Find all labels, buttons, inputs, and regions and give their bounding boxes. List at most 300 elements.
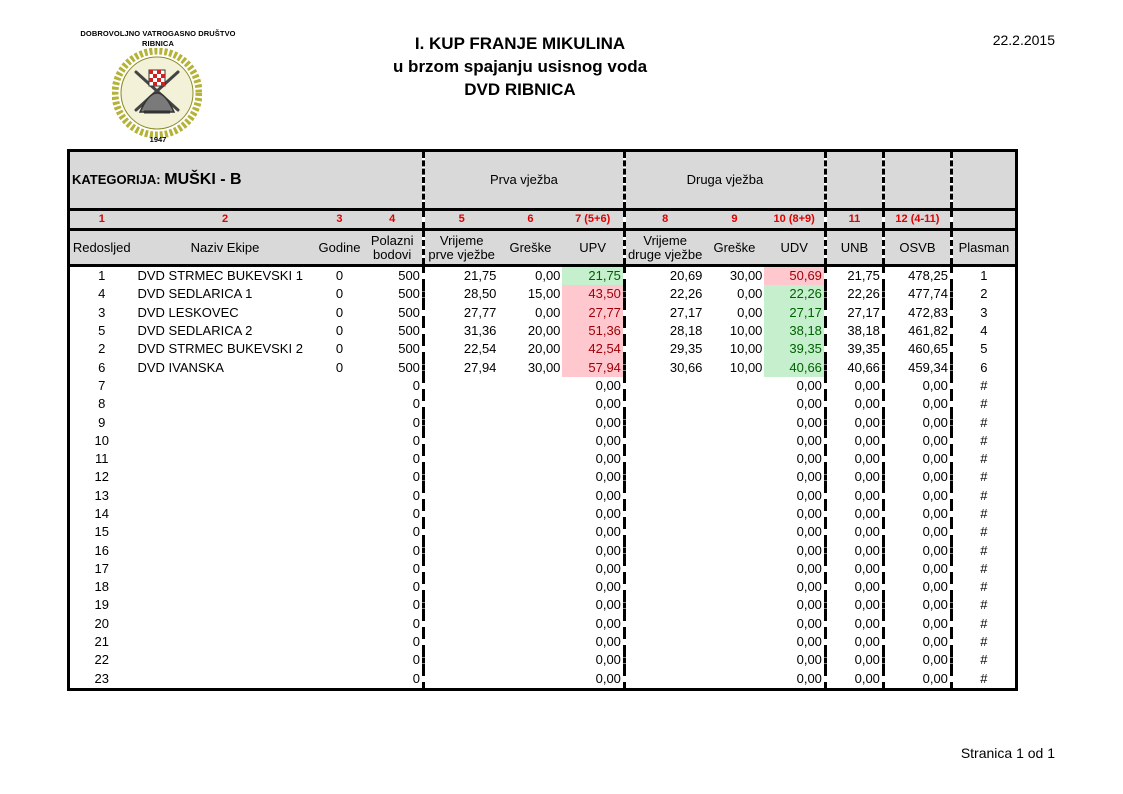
cell-unb: 40,66 [825, 358, 883, 376]
cell-osvb: 0,00 [883, 413, 951, 431]
cell-naziv-ekipe [134, 578, 317, 596]
cell-greske-prve: 30,00 [527, 359, 561, 375]
cell-naziv-ekipe: DVD STRMEC BUKEVSKI 2 [137, 341, 303, 357]
cell-godine: 0 [335, 341, 344, 357]
cell-vrijeme-prve [423, 596, 498, 614]
cell-polazni-bodovi: 0 [362, 468, 423, 486]
column-number-greske-prve: 6 [498, 210, 562, 230]
cell-plasman: 6 [980, 359, 988, 375]
cell-osvb: 0,00 [883, 450, 951, 468]
cell-greske-druge [704, 560, 764, 578]
cell-upv: 0,00 [562, 596, 624, 614]
cell-naziv-ekipe [134, 523, 317, 541]
cell-naziv-ekipe [134, 468, 317, 486]
cell-naziv-ekipe [134, 651, 317, 669]
cell-vrijeme-prve [423, 633, 498, 651]
cell-naziv-ekipe: DVD LESKOVEC [137, 304, 239, 320]
cell-upv: 0,00 [562, 432, 624, 450]
cell-naziv-ekipe [134, 377, 317, 395]
cell-vrijeme-druge [624, 541, 704, 559]
cell-godine: 0 [335, 304, 344, 320]
cell-udv: 0,00 [764, 596, 825, 614]
cell-greske-prve [498, 450, 562, 468]
cell-plasman: 1 [980, 268, 988, 284]
cell-polazni-bodovi: 0 [362, 651, 423, 669]
category-cell [69, 151, 424, 210]
cell-redosljed: 7 [98, 377, 106, 393]
cell-polazni-bodovi: 0 [362, 487, 423, 505]
cell-plasman: # [980, 396, 988, 412]
column-number-redosljed: 1 [69, 210, 134, 230]
cell-redosljed: 12 [94, 469, 109, 485]
cell-plasman: # [980, 432, 988, 448]
cell-udv: 0,00 [764, 541, 825, 559]
cell-vrijeme-prve: 31,36 [463, 323, 497, 339]
cell-plasman: # [980, 597, 988, 613]
cell-plasman: # [980, 487, 988, 503]
cell-vrijeme-prve [423, 578, 498, 596]
cell-greske-prve: 15,00 [527, 286, 561, 302]
cell-redosljed: 5 [98, 323, 106, 339]
column-number-udv: 10 (8+9) [764, 210, 825, 230]
cell-osvb: 0,00 [883, 560, 951, 578]
cell-greske-prve [498, 505, 562, 523]
cell-vrijeme-prve [423, 560, 498, 578]
cell-vrijeme-prve [423, 487, 498, 505]
cell-upv: 0,00 [562, 541, 624, 559]
cell-naziv-ekipe [134, 596, 317, 614]
cell-plasman: # [980, 524, 988, 540]
cell-naziv-ekipe: DVD SEDLARICA 1 [137, 286, 253, 302]
cell-polazni-bodovi: 500 [362, 358, 423, 376]
cell-osvb: 0,00 [883, 487, 951, 505]
table-row [69, 395, 1017, 413]
cell-vrijeme-prve [423, 651, 498, 669]
results-table [67, 149, 1018, 691]
table-row [69, 450, 1017, 468]
cell-godine [317, 505, 363, 523]
cell-upv: 0,00 [562, 377, 624, 395]
cell-osvb: 0,00 [883, 523, 951, 541]
cell-greske-druge [704, 541, 764, 559]
table-row [69, 633, 1017, 651]
cell-polazni-bodovi: 500 [362, 304, 423, 322]
table-row [69, 322, 1017, 340]
cell-udv: 0,00 [764, 505, 825, 523]
cell-udv: 50,69 [764, 266, 825, 286]
cell-udv: 0,00 [764, 670, 825, 690]
cell-greske-druge [704, 578, 764, 596]
cell-redosljed: 23 [94, 670, 109, 686]
column-header-upv: UPV [562, 230, 624, 266]
group-first-exercise: Prva vježba [423, 151, 624, 210]
cell-polazni-bodovi: 500 [362, 340, 423, 358]
column-header-greske-druge: Greške [704, 230, 764, 266]
cell-plasman: # [980, 652, 988, 668]
cell-greske-druge [704, 615, 764, 633]
table-row [69, 285, 1017, 303]
table-row [69, 266, 1017, 286]
cell-godine: 0 [335, 359, 344, 375]
cell-unb: 0,00 [825, 413, 883, 431]
cell-vrijeme-druge [624, 377, 704, 395]
cell-unb: 0,00 [825, 541, 883, 559]
cell-polazni-bodovi: 0 [362, 432, 423, 450]
cell-greske-prve [498, 413, 562, 431]
cell-redosljed: 17 [94, 560, 109, 576]
cell-upv: 0,00 [562, 560, 624, 578]
cell-greske-druge: 10,00 [729, 359, 763, 375]
cell-greske-druge [704, 413, 764, 431]
column-number-vrijeme-prve: 5 [423, 210, 498, 230]
cell-vrijeme-druge [624, 450, 704, 468]
cell-udv: 27,17 [764, 304, 825, 322]
cell-upv: 43,50 [562, 285, 624, 303]
column-header-naziv-ekipe: Naziv Ekipe [134, 230, 317, 266]
cell-osvb: 0,00 [883, 596, 951, 614]
cell-greske-druge: 10,00 [729, 323, 763, 339]
document-date: 22.2.2015 [992, 32, 1055, 48]
cell-udv: 0,00 [764, 523, 825, 541]
cell-upv: 57,94 [562, 358, 624, 376]
cell-plasman: # [980, 377, 988, 393]
cell-greske-druge [704, 523, 764, 541]
table-row [69, 560, 1017, 578]
column-header-plasman: Plasman [951, 230, 1016, 266]
cell-upv: 0,00 [562, 395, 624, 413]
cell-plasman: # [980, 451, 988, 467]
cell-unb: 0,00 [825, 651, 883, 669]
cell-plasman: # [980, 469, 988, 485]
cell-osvb: 0,00 [883, 468, 951, 486]
cell-unb: 0,00 [825, 523, 883, 541]
cell-naziv-ekipe [134, 487, 317, 505]
cell-polazni-bodovi: 0 [362, 596, 423, 614]
cell-naziv-ekipe [134, 670, 317, 690]
cell-plasman: # [980, 670, 988, 686]
cell-upv: 0,00 [562, 505, 624, 523]
cell-vrijeme-druge [624, 468, 704, 486]
cell-osvb: 0,00 [883, 432, 951, 450]
cell-vrijeme-druge [624, 432, 704, 450]
cell-godine [317, 487, 363, 505]
column-header-udv: UDV [764, 230, 825, 266]
table-row [69, 615, 1017, 633]
cell-osvb: 0,00 [883, 377, 951, 395]
column-number-vrijeme-druge: 8 [624, 210, 704, 230]
cell-vrijeme-prve [423, 541, 498, 559]
cell-osvb: 0,00 [883, 651, 951, 669]
column-number-unb: 11 [825, 210, 883, 230]
cell-udv: 0,00 [764, 432, 825, 450]
cell-plasman: # [980, 634, 988, 650]
cell-redosljed: 4 [98, 286, 106, 302]
cell-godine [317, 560, 363, 578]
cell-redosljed: 15 [94, 524, 109, 540]
cell-greske-druge: 10,00 [729, 341, 763, 357]
column-number-naziv-ekipe: 2 [134, 210, 317, 230]
cell-vrijeme-prve: 27,77 [463, 304, 497, 320]
cell-polazni-bodovi: 0 [362, 377, 423, 395]
cell-greske-druge [704, 432, 764, 450]
column-header-redosljed: Redosljed [69, 230, 134, 266]
cell-godine [317, 633, 363, 651]
cell-vrijeme-druge [624, 670, 704, 690]
cell-upv: 21,75 [562, 266, 624, 286]
cell-polazni-bodovi: 0 [362, 450, 423, 468]
cell-polazni-bodovi: 0 [362, 615, 423, 633]
cell-polazni-bodovi: 0 [362, 633, 423, 651]
cell-godine [317, 670, 363, 690]
cell-upv: 42,54 [562, 340, 624, 358]
cell-upv: 0,00 [562, 468, 624, 486]
cell-unb: 0,00 [825, 377, 883, 395]
group-blank-plasman [951, 151, 1016, 210]
table-row [69, 487, 1017, 505]
cell-vrijeme-prve [423, 377, 498, 395]
cell-unb: 0,00 [825, 432, 883, 450]
cell-udv: 0,00 [764, 487, 825, 505]
cell-upv: 0,00 [562, 651, 624, 669]
cell-unb: 0,00 [825, 670, 883, 690]
cell-godine [317, 395, 363, 413]
founding-year: 1947 [149, 135, 167, 144]
cell-vrijeme-druge [624, 633, 704, 651]
cell-upv: 0,00 [562, 523, 624, 541]
cell-plasman: 4 [980, 323, 988, 339]
cell-vrijeme-prve: 21,75 [463, 268, 497, 284]
cell-greske-prve [498, 651, 562, 669]
cell-unb: 0,00 [825, 468, 883, 486]
cell-unb: 0,00 [825, 560, 883, 578]
cell-greske-prve: 20,00 [527, 323, 561, 339]
cell-greske-druge [704, 395, 764, 413]
cell-vrijeme-druge [624, 578, 704, 596]
cell-osvb: 0,00 [883, 633, 951, 651]
cell-greske-prve [498, 596, 562, 614]
column-header-godine: Godine [317, 230, 363, 266]
cell-greske-druge [704, 505, 764, 523]
cell-redosljed: 1 [98, 268, 106, 284]
cell-redosljed: 9 [98, 414, 106, 430]
cell-godine [317, 413, 363, 431]
cell-godine [317, 615, 363, 633]
cell-plasman: 3 [980, 304, 988, 320]
title-line1: I. KUP FRANJE MIKULINA [414, 34, 626, 53]
cell-vrijeme-druge: 20,69 [669, 268, 703, 284]
cell-godine [317, 541, 363, 559]
cell-greske-prve [498, 560, 562, 578]
cell-vrijeme-druge [624, 615, 704, 633]
cell-osvb: 0,00 [883, 505, 951, 523]
cell-udv: 22,26 [764, 285, 825, 303]
cell-udv: 0,00 [764, 377, 825, 395]
cell-vrijeme-prve: 22,54 [463, 341, 497, 357]
cell-osvb: 478,25 [883, 266, 951, 286]
cell-greske-prve [498, 615, 562, 633]
cell-udv: 38,18 [764, 322, 825, 340]
cell-redosljed: 22 [94, 652, 109, 668]
cell-osvb: 477,74 [883, 285, 951, 303]
cell-udv: 0,00 [764, 633, 825, 651]
cell-polazni-bodovi: 0 [362, 395, 423, 413]
cell-naziv-ekipe [134, 615, 317, 633]
cell-osvb: 459,34 [883, 358, 951, 376]
cell-osvb: 461,82 [883, 322, 951, 340]
cell-naziv-ekipe [134, 413, 317, 431]
cell-naziv-ekipe: DVD STRMEC BUKEVSKI 1 [137, 268, 303, 284]
cell-redosljed: 14 [94, 506, 109, 521]
cell-greske-prve [498, 395, 562, 413]
group-blank-unb [825, 151, 883, 210]
cell-greske-prve [498, 578, 562, 596]
column-number-greske-druge: 9 [704, 210, 764, 230]
column-number-osvb: 12 (4-11) [883, 210, 951, 230]
column-number-upv: 7 (5+6) [562, 210, 624, 230]
cell-vrijeme-prve [423, 432, 498, 450]
cell-vrijeme-prve: 28,50 [463, 286, 497, 302]
cell-naziv-ekipe [134, 560, 317, 578]
cell-plasman: # [980, 506, 988, 521]
organization-name [60, 29, 256, 49]
column-number-plasman [951, 210, 1016, 230]
table-row [69, 340, 1017, 358]
cell-greske-druge: 30,00 [729, 268, 763, 284]
cell-polazni-bodovi: 500 [362, 322, 423, 340]
cell-unb: 0,00 [825, 596, 883, 614]
cell-plasman: # [980, 615, 988, 631]
cell-greske-prve [498, 468, 562, 486]
cell-unb: 21,75 [825, 266, 883, 286]
cell-godine [317, 468, 363, 486]
cell-osvb: 0,00 [883, 541, 951, 559]
column-header-vrijeme-prve: Vrijeme prve vježbe [423, 230, 498, 266]
column-header-osvb: OSVB [883, 230, 951, 266]
cell-polazni-bodovi: 0 [362, 560, 423, 578]
category-label: KATEGORIJA: [72, 172, 161, 187]
category-value: MUŠKI - B [164, 171, 242, 188]
cell-godine [317, 450, 363, 468]
cell-osvb: 460,65 [883, 340, 951, 358]
cell-osvb: 472,83 [883, 304, 951, 322]
cell-upv: 0,00 [562, 487, 624, 505]
cell-unb: 0,00 [825, 395, 883, 413]
table-row [69, 578, 1017, 596]
cell-godine [317, 523, 363, 541]
cell-redosljed: 6 [98, 359, 106, 375]
column-number-row [69, 210, 1017, 230]
cell-greske-prve [498, 633, 562, 651]
cell-vrijeme-druge [624, 560, 704, 578]
cell-vrijeme-prve [423, 468, 498, 486]
cell-unb: 38,18 [825, 322, 883, 340]
cell-udv: 39,35 [764, 340, 825, 358]
cell-plasman: 5 [980, 341, 988, 357]
cell-redosljed: 16 [94, 542, 109, 558]
cell-greske-prve: 20,00 [527, 341, 561, 357]
cell-naziv-ekipe: DVD SEDLARICA 2 [137, 323, 253, 339]
cell-vrijeme-druge [624, 505, 704, 523]
cell-greske-druge [704, 468, 764, 486]
cell-vrijeme-prve [423, 450, 498, 468]
cell-greske-druge: 0,00 [737, 286, 763, 302]
cell-upv: 0,00 [562, 633, 624, 651]
group-blank-osvb [883, 151, 951, 210]
cell-greske-prve [498, 541, 562, 559]
cell-vrijeme-prve [423, 505, 498, 523]
cell-vrijeme-prve [423, 670, 498, 690]
cell-osvb: 0,00 [883, 615, 951, 633]
cell-unb: 22,26 [825, 285, 883, 303]
cell-vrijeme-prve [423, 615, 498, 633]
cell-udv: 0,00 [764, 468, 825, 486]
cell-osvb: 0,00 [883, 578, 951, 596]
cell-vrijeme-druge [624, 651, 704, 669]
cell-upv: 0,00 [562, 670, 624, 690]
cell-udv: 0,00 [764, 615, 825, 633]
cell-redosljed: 11 [95, 451, 109, 467]
organization-name-line2: RIBNICA [142, 39, 174, 48]
cell-godine [317, 432, 363, 450]
cell-godine [317, 377, 363, 395]
column-header-greske-prve: Greške [498, 230, 562, 266]
cell-vrijeme-druge [624, 487, 704, 505]
column-header-row [69, 230, 1017, 266]
cell-redosljed: 10 [94, 432, 109, 448]
table-row [69, 523, 1017, 541]
cell-greske-druge [704, 450, 764, 468]
cell-greske-druge [704, 377, 764, 395]
cell-udv: 0,00 [764, 413, 825, 431]
cell-godine: 0 [335, 286, 344, 302]
cell-vrijeme-druge [624, 596, 704, 614]
cell-plasman: # [980, 414, 988, 430]
cell-unb: 27,17 [825, 304, 883, 322]
cell-unb: 0,00 [825, 450, 883, 468]
cell-unb: 0,00 [825, 615, 883, 633]
cell-unb: 0,00 [825, 578, 883, 596]
fire-brigade-emblem-logo [112, 48, 202, 138]
column-header-vrijeme-druge: Vrijeme druge vježbe [624, 230, 704, 266]
cell-udv: 0,00 [764, 395, 825, 413]
cell-greske-prve [498, 377, 562, 395]
cell-polazni-bodovi: 500 [362, 266, 423, 286]
cell-greske-prve [498, 523, 562, 541]
cell-greske-prve: 0,00 [535, 268, 561, 284]
cell-unb: 0,00 [825, 487, 883, 505]
column-header-unb: UNB [825, 230, 883, 266]
page-title [360, 32, 680, 101]
table-row [69, 651, 1017, 669]
cell-redosljed: 3 [98, 304, 106, 320]
cell-plasman: 2 [980, 286, 988, 302]
cell-plasman: # [980, 560, 988, 576]
cell-osvb: 0,00 [883, 395, 951, 413]
cell-greske-prve [498, 432, 562, 450]
table-row [69, 432, 1017, 450]
cell-greske-prve [498, 487, 562, 505]
table-row [69, 358, 1017, 376]
cell-unb: 39,35 [825, 340, 883, 358]
cell-redosljed: 19 [94, 597, 109, 613]
table-row [69, 670, 1017, 690]
cell-godine: 0 [335, 323, 344, 339]
cell-vrijeme-druge: 28,18 [669, 323, 703, 339]
cell-udv: 0,00 [764, 578, 825, 596]
cell-udv: 40,66 [764, 358, 825, 376]
cell-greske-druge [704, 596, 764, 614]
cell-redosljed: 13 [94, 487, 109, 503]
